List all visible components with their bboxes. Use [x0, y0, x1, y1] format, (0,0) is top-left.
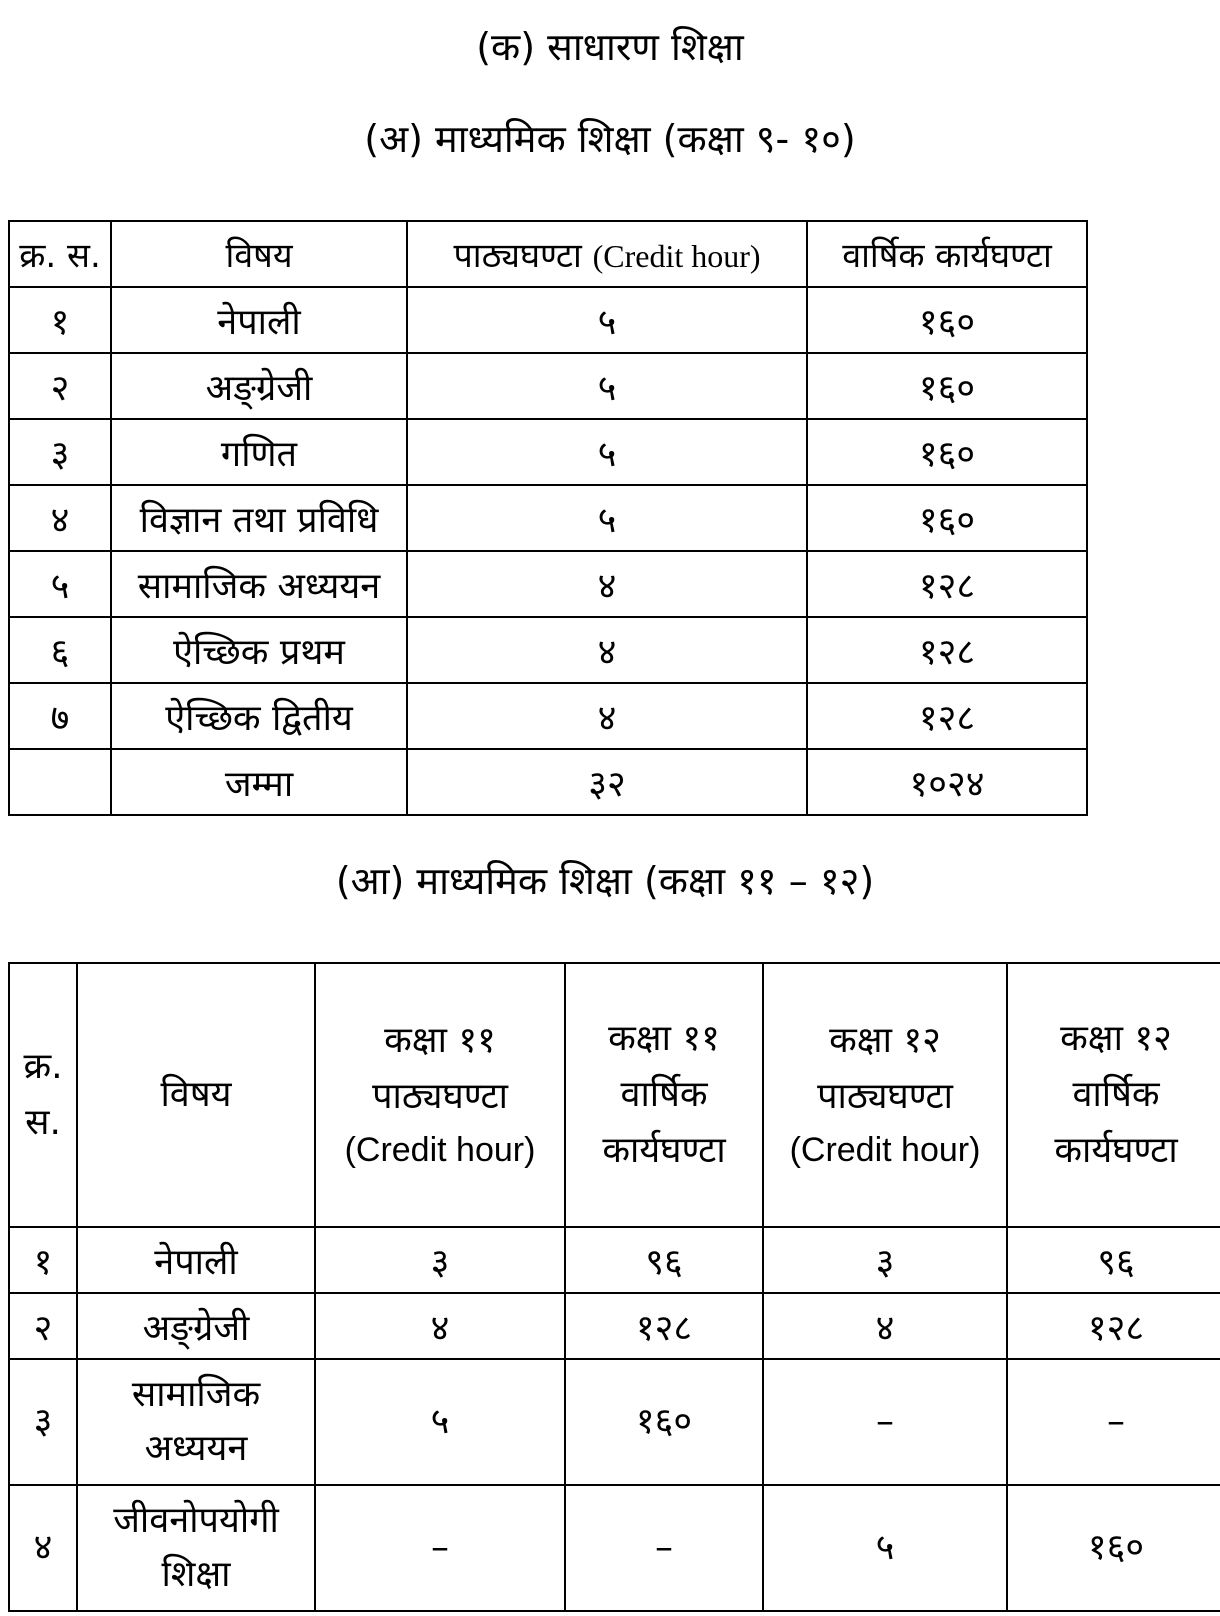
cell-g11-credit: ५: [315, 1359, 565, 1485]
subject-line2: अध्ययन: [144, 1428, 248, 1469]
cell-subject: [77, 1485, 315, 1611]
header-line1: पाठ्यघण्टा: [372, 1075, 508, 1117]
header-credit-np: पाठ्यघण्टा: [453, 236, 582, 276]
header-line2: (Credit hour): [789, 1131, 981, 1170]
table-row: [9, 287, 1087, 353]
cell-g12-credit: ३: [763, 1227, 1007, 1293]
cell-subject: अङ्ग्रेजी: [111, 353, 407, 419]
section-heading-grade-9-10: (अ) माध्यमिक शिक्षा (कक्षा ९- १०): [364, 117, 856, 161]
header-grade: कक्षा १२: [1060, 1018, 1172, 1060]
cell-g12-annual: १२८: [1007, 1293, 1220, 1359]
subject-line2: शिक्षा: [161, 1554, 231, 1595]
cell-g12-credit: ४: [763, 1293, 1007, 1359]
header-line2: कार्यघण्टा: [602, 1129, 726, 1171]
curriculum-table-grade-9-10: [8, 220, 1088, 816]
header-grade: कक्षा १२: [829, 1019, 941, 1061]
cell-credit: ५: [407, 485, 807, 551]
header-line2: कार्यघण्टा: [1054, 1129, 1178, 1171]
header-g12-credit: [763, 963, 1007, 1227]
header-g11-credit: [315, 963, 565, 1227]
cell-g11-annual: १२८: [565, 1293, 763, 1359]
cell-annual: १२८: [807, 551, 1087, 617]
cell-serial: २: [9, 353, 111, 419]
cell-g11-annual: ९६: [565, 1227, 763, 1293]
header-subject: विषय: [111, 221, 407, 287]
cell-credit: ४: [407, 683, 807, 749]
header-line1: पाठ्यघण्टा: [817, 1075, 953, 1117]
cell-g12-credit: ५: [763, 1485, 1007, 1611]
cell-serial: १: [9, 287, 111, 353]
cell-serial: ६: [9, 617, 111, 683]
header-annual-hours: वार्षिक कार्यघण्टा: [807, 221, 1087, 287]
cell-g11-credit: ४: [315, 1293, 565, 1359]
cell-subject: विज्ञान तथा प्रविधि: [111, 485, 407, 551]
subject-line1: सामाजिक: [131, 1374, 261, 1415]
total-annual: १०२४: [807, 749, 1087, 815]
header-serial-line2: स.: [25, 1102, 61, 1143]
header-credit-en: (Credit hour): [592, 238, 761, 274]
cell-serial: १: [9, 1227, 77, 1293]
cell-subject: ऐच्छिक द्वितीय: [111, 683, 407, 749]
header-line1: वार्षिक: [620, 1074, 708, 1116]
header-grade: कक्षा ११: [384, 1019, 496, 1061]
table-row: [9, 1227, 1220, 1293]
cell-serial: ४: [9, 485, 111, 551]
subject-line1: जीवनोपयोगी: [113, 1500, 279, 1541]
cell-serial: २: [9, 1293, 77, 1359]
cell-g11-annual: १६०: [565, 1359, 763, 1485]
header-line2: (Credit hour): [344, 1131, 536, 1170]
header-subject: विषय: [77, 963, 315, 1227]
table-row: [9, 683, 1087, 749]
header-serial-line1: क्र.: [23, 1046, 63, 1088]
cell-g12-credit: –: [763, 1359, 1007, 1485]
cell-g11-credit: –: [315, 1485, 565, 1611]
cell-serial: ५: [9, 551, 111, 617]
cell-annual: १६०: [807, 419, 1087, 485]
cell-annual: १२८: [807, 617, 1087, 683]
total-row: [9, 749, 1087, 815]
table-row: [9, 485, 1087, 551]
header-line1: वार्षिक: [1072, 1074, 1160, 1116]
curriculum-table-grade-11-12: [8, 962, 1220, 1612]
cell-annual: १६०: [807, 287, 1087, 353]
cell-credit: ५: [407, 419, 807, 485]
cell-serial-empty: [9, 749, 111, 815]
cell-serial: ३: [9, 1359, 77, 1485]
cell-annual: १२८: [807, 683, 1087, 749]
table-header-row: [9, 963, 1220, 1227]
table-row: [9, 419, 1087, 485]
cell-credit: ४: [407, 551, 807, 617]
cell-subject: ऐच्छिक प्रथम: [111, 617, 407, 683]
header-serial: [9, 963, 77, 1227]
cell-serial: ४: [9, 1485, 77, 1611]
cell-g11-credit: ३: [315, 1227, 565, 1293]
cell-credit: ५: [407, 353, 807, 419]
cell-g11-annual: –: [565, 1485, 763, 1611]
cell-g12-annual: ९६: [1007, 1227, 1220, 1293]
table-header-row: [9, 221, 1087, 287]
table-row: [9, 551, 1087, 617]
header-credit-hour: [407, 221, 807, 287]
header-grade: कक्षा ११: [608, 1018, 720, 1060]
cell-subject: सामाजिक अध्ययन: [111, 551, 407, 617]
cell-g12-annual: –: [1007, 1359, 1220, 1485]
cell-serial: ३: [9, 419, 111, 485]
cell-subject: [77, 1359, 315, 1485]
table-row: [9, 1485, 1220, 1611]
table-row: [9, 617, 1087, 683]
table-row: [9, 353, 1087, 419]
cell-annual: १६०: [807, 485, 1087, 551]
page-title: (क) साधारण शिक्षा: [476, 25, 744, 69]
cell-serial: ७: [9, 683, 111, 749]
cell-subject: नेपाली: [111, 287, 407, 353]
cell-annual: १६०: [807, 353, 1087, 419]
header-g11-annual: [565, 963, 763, 1227]
header-serial: क्र. स.: [9, 221, 111, 287]
total-label: जम्मा: [111, 749, 407, 815]
cell-subject: नेपाली: [77, 1227, 315, 1293]
table-row: [9, 1293, 1220, 1359]
cell-credit: ५: [407, 287, 807, 353]
cell-credit: ४: [407, 617, 807, 683]
total-credit: ३२: [407, 749, 807, 815]
cell-subject: अङ्ग्रेजी: [77, 1293, 315, 1359]
cell-g12-annual: १६०: [1007, 1485, 1220, 1611]
cell-subject: गणित: [111, 419, 407, 485]
header-g12-annual: [1007, 963, 1220, 1227]
section-heading-grade-11-12: (आ) माध्यमिक शिक्षा (कक्षा ११ – १२): [335, 859, 875, 903]
table-row: [9, 1359, 1220, 1485]
